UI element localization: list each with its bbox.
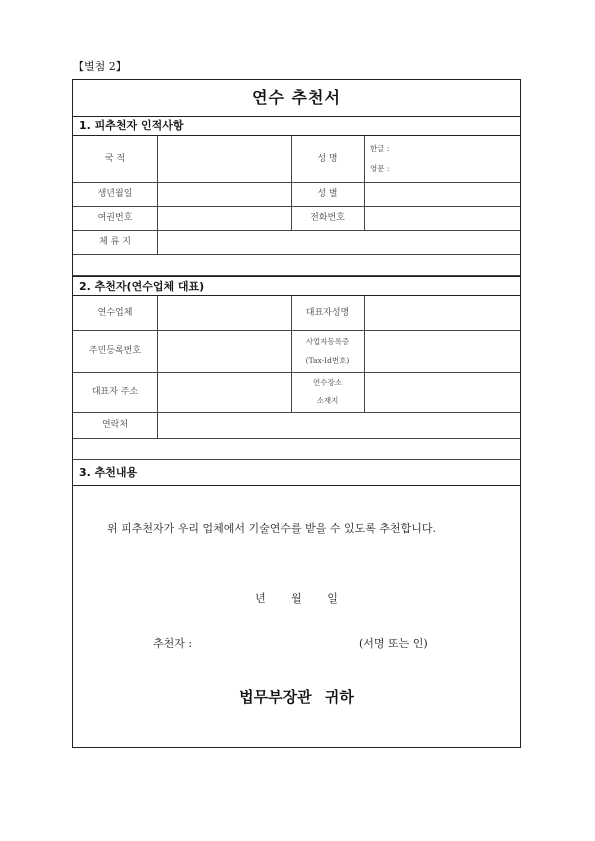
- phone-field[interactable]: [364, 206, 522, 230]
- date-line: 년 월 일: [255, 592, 338, 605]
- resident-no-field[interactable]: [157, 330, 291, 372]
- recommendation-form: [72, 79, 521, 748]
- nationality-field[interactable]: [157, 136, 291, 182]
- birth-field[interactable]: [157, 182, 291, 206]
- nationality-label: 국 적: [104, 154, 126, 164]
- company-field[interactable]: [157, 296, 291, 330]
- divider: [73, 254, 520, 255]
- recommender-label: 추천자 :: [153, 637, 193, 650]
- biz-no-field[interactable]: [364, 330, 522, 372]
- resident-no-label: 주민등록번호: [88, 346, 142, 356]
- training-place-label-sub: 소재지: [316, 396, 339, 405]
- sex-label: 성 별: [317, 189, 338, 199]
- signature-label: (서명 또는 인): [359, 637, 428, 650]
- contact-label: 연락처: [101, 420, 129, 430]
- name-korean-label: 한글 :: [370, 144, 390, 153]
- training-place-label: 연수장소: [313, 378, 342, 387]
- section2-heading: 2. 추천자(연수업체 대표): [73, 276, 520, 296]
- rep-address-field[interactable]: [157, 372, 291, 412]
- annex-label: 【별첨 2】: [73, 60, 127, 73]
- section3-heading: 3. 추천내용: [73, 460, 520, 486]
- recommendation-text: 위 피추천자가 우리 업체에서 기술연수를 받을 수 있도록 추천합니다.: [107, 522, 436, 535]
- stay-field[interactable]: [157, 230, 522, 254]
- name-english-label: 영문 :: [370, 164, 390, 173]
- addressee: 법무부장관 귀하: [239, 688, 354, 706]
- biz-no-label-sub: (Tax-Id번호): [305, 355, 350, 365]
- training-place-field[interactable]: [364, 372, 522, 412]
- biz-no-label: 사업자등록증: [305, 336, 350, 346]
- company-label: 연수업체: [97, 308, 133, 318]
- rep-address-label: 대표자 주소: [91, 387, 139, 397]
- form-title: 연수 추천서: [73, 80, 520, 117]
- name-label: 성 명: [317, 154, 338, 164]
- passport-field[interactable]: [157, 206, 291, 230]
- passport-label: 여권번호: [97, 213, 133, 223]
- section1-heading: 1. 피추천자 인적사항: [73, 116, 520, 136]
- phone-label: 전화번호: [310, 213, 345, 223]
- rep-name-field[interactable]: [364, 296, 522, 330]
- contact-field[interactable]: [157, 412, 522, 438]
- stay-label: 체 류 지: [99, 237, 131, 247]
- rep-name-label: 대표자성명: [305, 308, 350, 318]
- birth-label: 생년월일: [97, 189, 133, 199]
- divider: [73, 438, 520, 439]
- sex-field[interactable]: [364, 182, 522, 206]
